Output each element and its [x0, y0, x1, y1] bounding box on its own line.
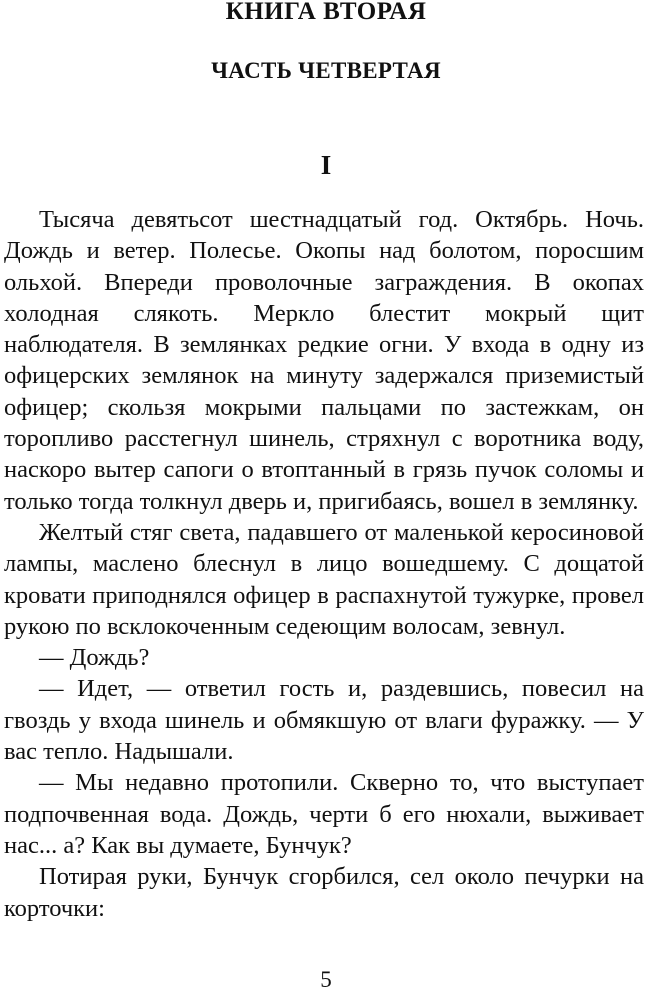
dialogue-line: — Дождь?	[39, 644, 150, 672]
dialogue-line: — Мы недавно протопили. Скверно то, что выступает подпочвенная вода. Дождь, черти б его нюхали, выживает нас... а? Как вы думаете, Бунчук?	[4, 769, 644, 859]
paragraph: Желтый стяг света, падавшего от маленькой керосиновой лампы, маслено блеснул в лицо вошедшему. С дощатой кровати приподнялся офицер в распахнутой тужурке, провел рукою по всклокоченным седеющим волосам, зевнул.	[4, 518, 644, 640]
book-title: КНИГА ВТОРАЯ	[225, 0, 427, 25]
paragraph: Потирая руки, Бунчук сгорбился, сел около печурки на корточки:	[4, 863, 644, 922]
paragraph: Тысяча девятьсот шестнадцатый год. Октябрь. Ночь. Дождь и ветер. Полесье. Окопы над болотом, поросшим ольхой. Впереди проволочные заграждения. В окопах холодная слякоть. Меркло блестит мокрый щит наблюдателя. В землянках редкие огни. У входа в одну из офицерских землянок на минуту задержался приземистый офицер; скользя мокрыми пальцами по застежкам, он торопливо расстегнул шинель, стряхнул с воротника воду, наскоро вытер сапоги о втоптанный в грязь пучок соломы и только тогда толкнул дверь и, пригибаясь, вошел в землянку.	[4, 206, 644, 515]
chapter-text	[4, 204, 644, 924]
dialogue-line: — Идет, — ответил гость и, раздевшись, повесил на гвоздь у входа шинель и обмякшую от влаги фуражку. — У вас тепло. Надышали.	[4, 675, 644, 766]
chapter-number: I	[320, 150, 332, 180]
page-number: 5	[320, 967, 332, 992]
part-title: ЧАСТЬ ЧЕТВЕРТАЯ	[211, 58, 441, 83]
